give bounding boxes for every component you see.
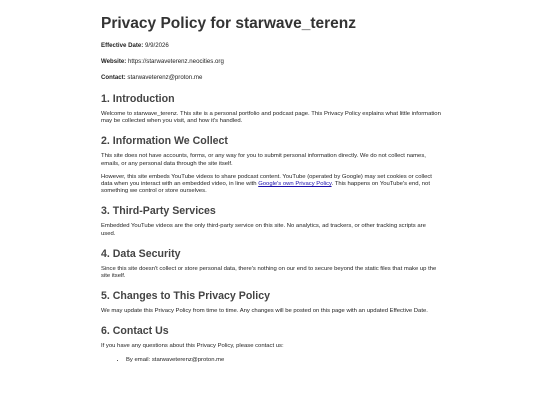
section-heading-third-party: 3. Third-Party Services bbox=[101, 205, 216, 218]
contact-value: starwaveterenz@proton.me bbox=[125, 74, 203, 81]
effective-date-label: Effective Date: bbox=[101, 42, 144, 49]
information-collect-text: This site does not have accounts, forms, or any way for you to submit personal information directly. We do not collect names, emails, or any personal data through the site itself. bbox=[101, 153, 426, 167]
youtube-embed-text-start: However, this site embeds YouTube videos to share podcast content. YouTube (operated by Google) may set cookies or collect data when you interact with an embedded video, in line with bbox=[101, 173, 432, 188]
website-value: https://starwaveterenz.neocities.org bbox=[126, 58, 224, 65]
youtube-embed-text-end: . This happens on YouTube's end, not something we control or store ourselves. bbox=[101, 181, 430, 195]
website-label: Website: bbox=[101, 58, 127, 65]
section-heading-introduction: 1. Introduction bbox=[101, 93, 175, 105]
introduction-text: Welcome to starwave_terenz. This site is a personal portfolio and podcast page. This Privacy Policy explains what little information may be collected when you visit, and how it's handled. bbox=[101, 111, 441, 125]
section-heading-changes: 5. Changes to This Privacy Policy bbox=[101, 290, 270, 303]
page-title: Privacy Policy for starwave_terenz bbox=[101, 15, 357, 32]
contact-list bbox=[101, 357, 441, 365]
contact-label: Contact: bbox=[101, 74, 126, 81]
list-item: • By email: starwaveterenz@proton.me bbox=[126, 357, 441, 365]
website-line bbox=[101, 58, 441, 66]
policy-page bbox=[101, 0, 441, 364]
contact-text: If you have any questions about this Privacy Policy, please contact us: bbox=[101, 343, 284, 350]
data-security-text: Since this site doesn't collect or store personal data, there's nothing on our end to secure beyond the static files that make up the site itself. bbox=[101, 265, 437, 280]
google-privacy-policy-link[interactable]: Google's own Privacy Policy bbox=[258, 181, 332, 188]
changes-text: We may update this Privacy Policy from time to time. Any changes will be posted on this page with an updated Effective Date. bbox=[101, 308, 428, 315]
youtube-embed-text bbox=[101, 174, 441, 196]
effective-date bbox=[101, 42, 441, 50]
section-heading-data-security: 4. Data Security bbox=[101, 247, 181, 260]
third-party-text: Embedded YouTube videos are the only third-party service on this site. No analytics, ad trackers, or other tracking scripts are used. bbox=[101, 223, 426, 237]
section-heading-information-collect: 2. Information We Collect bbox=[101, 135, 228, 148]
contact-line bbox=[101, 74, 441, 82]
effective-date-value: 9/9/2026 bbox=[143, 42, 169, 49]
section-heading-contact: 6. Contact Us bbox=[101, 325, 169, 338]
